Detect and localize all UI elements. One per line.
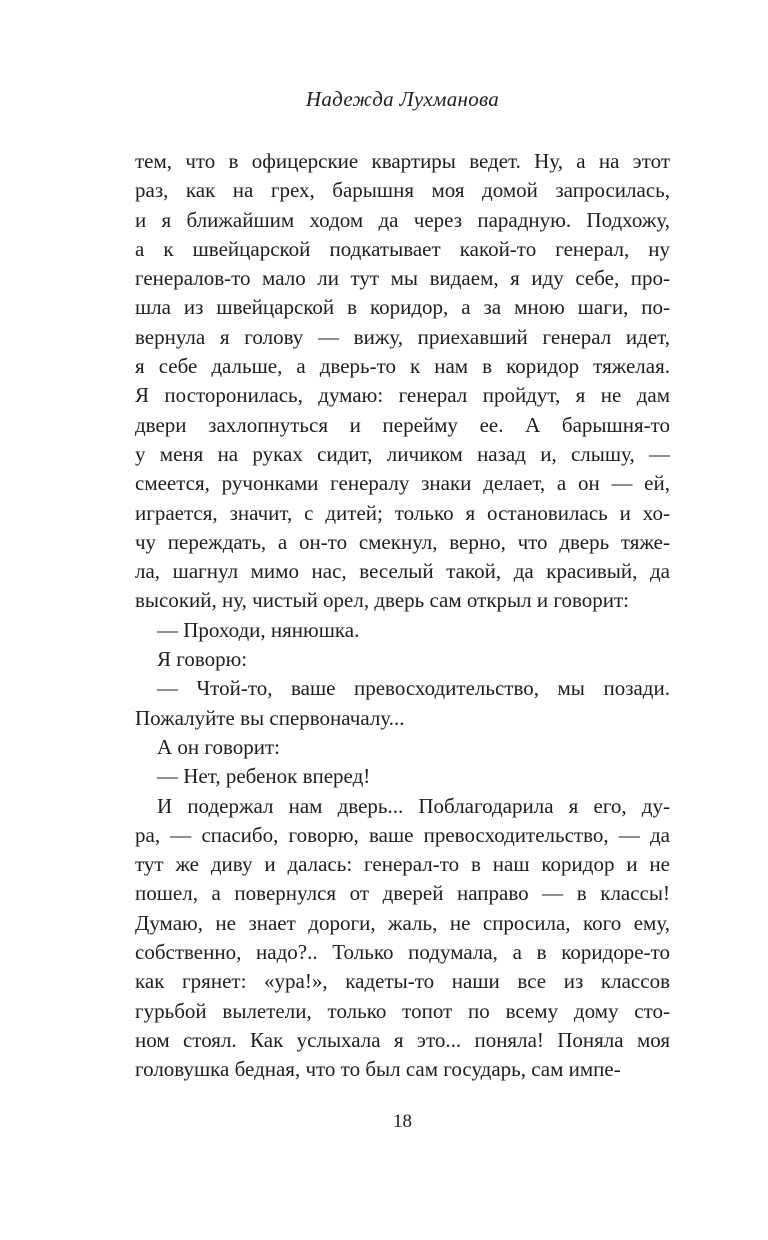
text-line: Я говорю:: [157, 647, 248, 672]
text-line: смеется, ручонками генералу знаки делает, а он — ей,: [135, 471, 670, 496]
text-line: вернула я голову — вижу, приехавший генерал идет,: [135, 324, 670, 349]
text-line: генералов-то мало ли тут мы видаем, я иду себе, про-: [135, 266, 670, 291]
text-line: шла из швейцарской в коридор, а за мною шаги, по-: [135, 295, 670, 320]
text-line: — Нет, ребенок вперед!: [157, 764, 371, 789]
text-line: двери захлопнуться и перейму ее. А барышня-то: [135, 412, 670, 437]
text-line: а к швейцарской подкатывает какой-то генерал, ну: [135, 236, 670, 261]
text-line: ра, — спасибо, говорю, ваше превосходительство, — да: [135, 822, 670, 847]
text-line: — Чтой-то, ваше превосходительство, мы позади.: [157, 676, 670, 701]
text-line: головушка бедная, что то был сам государь, сам импе-: [135, 1057, 621, 1082]
body-text: [135, 147, 670, 1085]
text-line: чу переждать, а он-то смекнул, верно, что дверь тяже-: [135, 529, 670, 554]
text-line: А он говорит:: [157, 734, 281, 759]
text-line: гурьбой вылетели, только топот по всему дому сто-: [135, 998, 670, 1023]
text-line: пошел, а повернулся от дверей направо — в классы!: [135, 881, 670, 906]
text-line: у меня на руках сидит, личиком назад и, слышу, —: [135, 441, 670, 466]
text-line: И подержал нам дверь... Поблагодарила я его, ду-: [157, 793, 670, 818]
text-line: высокий, ну, чистый орел, дверь сам открыл и говорит:: [135, 588, 629, 613]
text-line: ном стоял. Как услыхала я это... поняла! Поняла моя: [135, 1027, 670, 1052]
text-line: Думаю, не знает дороги, жаль, не спросила, кого ему,: [135, 910, 670, 935]
text-line: играется, значит, с дитей; только я остановилась и хо-: [135, 500, 670, 525]
text-line: раз, как на грех, барышня моя домой запросилась,: [135, 178, 670, 203]
text-line: тут же диву и далась: генерал-то в наш коридор и не: [135, 852, 670, 877]
text-line: — Проходи, нянюшка.: [157, 617, 360, 642]
text-line: ла, шагнул мимо нас, веселый такой, да красивый, да: [135, 559, 670, 584]
text-line: как грянет: «ура!», кадеты-то наши все из классов: [135, 969, 670, 994]
text-line: я себе дальше, а дверь-то к нам в коридор тяжелая.: [135, 354, 670, 379]
text-line: Я посторонилась, думаю: генерал пройдут, я не дам: [135, 383, 670, 408]
text-line: Пожалуйте вы спервоначалу...: [135, 705, 405, 730]
text-line: тем, что в офицерские квартиры ведет. Ну, а на этот: [135, 149, 670, 173]
text-line: собственно, надо?.. Только подумала, а в коридоре-то: [135, 940, 670, 965]
page-number: 18: [393, 1111, 412, 1132]
running-head: Надежда Лухманова: [305, 87, 500, 111]
text-line: и я ближайшим ходом да через парадную. Подхожу,: [135, 207, 670, 232]
